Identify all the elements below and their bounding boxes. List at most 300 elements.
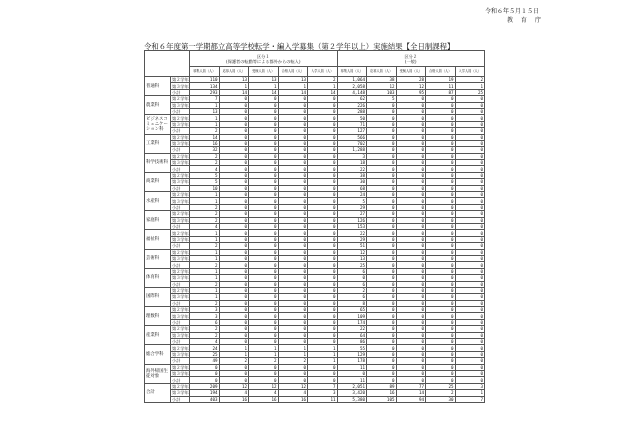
value-cell: 0 — [308, 332, 338, 338]
value-cell: 0 — [367, 223, 397, 229]
value-cell: 0 — [219, 147, 249, 153]
value-cell: 0 — [219, 230, 249, 236]
value-cell: 0 — [396, 172, 426, 178]
value-cell: 0 — [249, 230, 279, 236]
value-cell: 0 — [455, 262, 485, 268]
value-cell: 0 — [396, 358, 426, 364]
value-cell: 1 — [278, 351, 308, 357]
value-cell: 28 — [396, 77, 426, 83]
value-cell: 0 — [455, 153, 485, 159]
value-cell: 0 — [396, 332, 426, 338]
value-cell: 0 — [278, 192, 308, 198]
value-cell: 2 — [455, 77, 485, 83]
grade-label-cell: 小計 — [171, 262, 190, 268]
value-cell: 0 — [396, 268, 426, 274]
value-cell: 0 — [455, 160, 485, 166]
value-cell: 0 — [219, 160, 249, 166]
issuing-organization: 教 育 庁 — [507, 17, 544, 24]
value-cell: 0 — [278, 140, 308, 146]
value-cell: 0 — [219, 287, 249, 293]
value-cell: 0 — [426, 160, 456, 166]
grade-label-cell: 小計 — [171, 358, 190, 364]
value-cell: 1 — [190, 268, 220, 274]
document-date: 令和６年５月１５日 — [485, 8, 540, 15]
value-cell: 0 — [308, 236, 338, 242]
value-cell: 0 — [308, 172, 338, 178]
value-cell: 12 — [278, 383, 308, 389]
value-cell: 38 — [337, 172, 367, 178]
value-cell: 0 — [426, 230, 456, 236]
value-cell: 2 — [190, 211, 220, 217]
value-cell: 7 — [308, 383, 338, 389]
subject-cell: 体育科 — [145, 268, 171, 287]
value-cell: 0 — [396, 307, 426, 313]
value-cell: 0 — [219, 307, 249, 313]
value-cell: 71 — [337, 121, 367, 127]
value-cell: 0 — [249, 192, 279, 198]
value-cell: 0 — [455, 102, 485, 108]
value-cell: 0 — [249, 172, 279, 178]
value-cell: 4 — [190, 223, 220, 229]
value-cell: 0 — [308, 198, 338, 204]
value-cell: 0 — [367, 370, 397, 376]
value-cell: 0 — [426, 108, 456, 114]
value-cell: 0 — [219, 198, 249, 204]
column-header-row — [145, 67, 485, 77]
value-cell: 0 — [278, 313, 308, 319]
value-cell: 0 — [219, 255, 249, 261]
value-cell: 0 — [396, 300, 426, 306]
subject-cell: ビジネスコミュニケーション科 — [145, 115, 171, 134]
subject-cell: 合計 — [145, 383, 171, 402]
value-cell: 0 — [455, 281, 485, 287]
value-cell: 0 — [219, 313, 249, 319]
value-cell: 0 — [367, 198, 397, 204]
value-cell: 0 — [249, 147, 279, 153]
value-cell: 86 — [337, 339, 367, 345]
value-cell: 0 — [308, 211, 338, 217]
subject-cell: 水産科 — [145, 192, 171, 211]
value-cell: 0 — [308, 223, 338, 229]
value-cell: 0 — [249, 134, 279, 140]
value-cell: 0 — [455, 121, 485, 127]
value-cell: 0 — [426, 364, 456, 370]
column-header: 募集人員（人） — [190, 67, 220, 77]
value-cell: 14 — [219, 89, 249, 95]
value-cell: 1 — [249, 351, 279, 357]
grade-label-cell: 第２学年 — [172, 288, 189, 294]
value-cell: 566 — [337, 134, 367, 140]
value-cell: 0 — [249, 281, 279, 287]
value-cell: 0 — [278, 236, 308, 242]
value-cell: 0 — [426, 300, 456, 306]
value-cell: 0 — [426, 192, 456, 198]
value-cell: 0 — [367, 255, 397, 261]
value-cell: 2 — [278, 358, 308, 364]
value-cell: 3 — [337, 153, 367, 159]
grade-label-cell: 第２学年 — [172, 364, 189, 370]
value-cell: 0 — [308, 166, 338, 172]
value-cell: 403 — [190, 396, 220, 402]
value-cell: 0 — [367, 140, 397, 146]
subject-cell: 工業科 — [145, 134, 171, 153]
value-cell: 30 — [426, 396, 456, 402]
value-cell: 0 — [396, 198, 426, 204]
value-cell: 0 — [426, 115, 456, 121]
value-cell: 0 — [219, 172, 249, 178]
value-cell: 0 — [308, 96, 338, 102]
value-cell: 0 — [396, 364, 426, 370]
subject-cell: 普通科 — [145, 77, 171, 96]
value-cell: 1 — [308, 345, 338, 351]
value-cell: 0 — [367, 108, 397, 114]
value-cell: 0 — [367, 160, 397, 166]
value-cell: 0 — [426, 332, 456, 338]
value-cell: 0 — [219, 281, 249, 287]
grade-label-cell: 小計 — [171, 300, 190, 306]
value-cell: 27 — [337, 211, 367, 217]
value-cell: 0 — [308, 364, 338, 370]
value-cell: 0 — [278, 339, 308, 345]
value-cell: 2 — [219, 358, 249, 364]
value-cell: 0 — [455, 339, 485, 345]
value-cell: 0 — [219, 211, 249, 217]
value-cell: 0 — [249, 211, 279, 217]
value-cell: 25 — [426, 383, 456, 389]
value-cell: 0 — [367, 377, 397, 383]
grade-label-cell: 小計 — [171, 377, 190, 383]
value-cell: 0 — [455, 268, 485, 274]
column-header: 受検人員（人） — [396, 67, 426, 77]
grade-label-cell: 第３学年 — [172, 236, 189, 242]
value-cell: 7 — [190, 96, 220, 102]
subject-cell: 家庭科 — [145, 211, 171, 230]
value-cell: 13 — [249, 77, 279, 83]
value-cell: 0 — [308, 319, 338, 325]
value-cell: 0 — [426, 236, 456, 242]
grade-label-cell: 第２学年 — [172, 307, 189, 313]
value-cell: 2 — [337, 287, 367, 293]
value-cell: 0 — [426, 223, 456, 229]
value-cell: 0 — [278, 217, 308, 223]
value-cell: 0 — [249, 377, 279, 383]
value-cell: 702 — [337, 140, 367, 146]
value-cell: 0 — [455, 243, 485, 249]
value-cell: 0 — [278, 230, 308, 236]
value-cell: 29 — [337, 236, 367, 242]
value-cell: 0 — [308, 294, 338, 300]
value-cell: 0 — [455, 230, 485, 236]
value-cell: 0 — [426, 287, 456, 293]
value-cell: 0 — [426, 243, 456, 249]
value-cell: 0 — [426, 377, 456, 383]
value-cell: 0 — [249, 108, 279, 114]
value-cell: 0 — [219, 275, 249, 281]
value-cell: 8 — [337, 300, 367, 306]
subject-cell: 福祉科 — [145, 230, 171, 249]
value-cell: 0 — [278, 281, 308, 287]
value-cell: 0 — [367, 249, 397, 255]
value-cell: 0 — [308, 185, 338, 191]
value-cell: 0 — [219, 185, 249, 191]
value-cell: 22 — [337, 166, 367, 172]
value-cell: 0 — [396, 243, 426, 249]
grade-label-cell: 第３学年 — [172, 198, 189, 204]
value-cell: 2 — [426, 390, 456, 396]
value-cell: 0 — [278, 370, 308, 376]
value-cell: 0 — [455, 236, 485, 242]
value-cell: 25 — [190, 351, 220, 357]
value-cell: 0 — [455, 166, 485, 172]
value-cell: 11 — [337, 364, 367, 370]
value-cell: 0 — [278, 179, 308, 185]
value-cell: 1,064 — [337, 77, 367, 83]
value-cell: 0 — [308, 255, 338, 261]
value-cell: 0 — [219, 319, 249, 325]
value-cell: 0 — [426, 204, 456, 210]
value-cell: 0 — [426, 307, 456, 313]
value-cell: 0 — [308, 287, 338, 293]
value-cell: 0 — [278, 223, 308, 229]
grade-label-cell: 第３学年 — [172, 141, 189, 147]
value-cell: 0 — [367, 192, 397, 198]
value-cell: 2 — [190, 160, 220, 166]
subject-cell: 総合学科 — [145, 345, 171, 364]
column-header: 入学人員（人） — [455, 67, 485, 77]
value-cell: 2 — [190, 332, 220, 338]
value-cell: 0 — [190, 364, 220, 370]
value-cell: 127 — [337, 128, 367, 134]
value-cell: 0 — [396, 262, 426, 268]
value-cell: 194 — [190, 390, 220, 396]
value-cell: 0 — [455, 217, 485, 223]
value-cell: 0 — [308, 121, 338, 127]
value-cell: 0 — [367, 134, 397, 140]
value-cell: 0 — [278, 307, 308, 313]
value-cell: 0 — [249, 102, 279, 108]
value-cell: 0 — [426, 319, 456, 325]
value-cell: 0 — [249, 121, 279, 127]
value-cell: 0 — [249, 262, 279, 268]
value-cell: 0 — [396, 147, 426, 153]
value-cell: 0 — [308, 275, 338, 281]
value-cell: 0 — [278, 294, 308, 300]
value-cell: 0 — [249, 300, 279, 306]
value-cell: 0 — [455, 249, 485, 255]
value-cell: 0 — [367, 211, 397, 217]
grade-label-cell: 小計 — [171, 204, 190, 210]
value-cell: 1 — [190, 275, 220, 281]
value-cell: 0 — [396, 275, 426, 281]
value-cell: 0 — [337, 275, 367, 281]
value-cell: 0 — [455, 275, 485, 281]
value-cell: 64 — [337, 332, 367, 338]
grade-label-cell: 小計 — [171, 243, 190, 249]
grade-label-cell: 小計 — [171, 147, 190, 153]
value-cell: 11 — [308, 396, 338, 402]
value-cell: 0 — [455, 128, 485, 134]
grade-label-cell: 第３学年 — [172, 313, 189, 319]
value-cell: 129 — [337, 351, 367, 357]
value-cell: 0 — [367, 364, 397, 370]
value-cell: 2 — [249, 358, 279, 364]
value-cell: 0 — [367, 319, 397, 325]
value-cell: 0 — [455, 211, 485, 217]
grade-label-cell: 第３学年 — [172, 217, 189, 223]
value-cell: 0 — [455, 294, 485, 300]
value-cell: 0 — [426, 153, 456, 159]
value-cell: 0 — [367, 281, 397, 287]
grade-label-cell: 第３学年 — [172, 256, 189, 262]
value-cell: 65 — [337, 307, 367, 313]
value-cell: 13 — [337, 255, 367, 261]
value-cell: 0 — [455, 198, 485, 204]
column-header: 応募人員（人） — [219, 67, 249, 77]
value-cell: 1 — [190, 249, 220, 255]
grade-label-cell: 小計 — [171, 396, 190, 402]
value-cell: 0 — [396, 326, 426, 332]
value-cell: 0 — [219, 121, 249, 127]
value-cell: 0 — [219, 243, 249, 249]
value-cell: 0 — [396, 140, 426, 146]
value-cell: 0 — [308, 147, 338, 153]
value-cell: 0 — [426, 179, 456, 185]
value-cell: 62 — [337, 96, 367, 102]
group-1-title: 区分１ — [256, 53, 270, 59]
value-cell: 3,420 — [337, 390, 367, 396]
grade-label-cell: 第２学年 — [172, 192, 189, 198]
value-cell: 16 — [278, 396, 308, 402]
grade-label-cell: 第３学年 — [172, 294, 189, 300]
column-header: 応募人員（人） — [367, 67, 397, 77]
value-cell: 0 — [396, 108, 426, 114]
value-cell: 0 — [396, 339, 426, 345]
value-cell: 0 — [367, 179, 397, 185]
value-cell: 0 — [455, 377, 485, 383]
value-cell: 209 — [190, 383, 220, 389]
value-cell: 0 — [396, 255, 426, 261]
value-cell: 0 — [249, 255, 279, 261]
value-cell: 0 — [455, 307, 485, 313]
value-cell: 1 — [190, 230, 220, 236]
value-cell: 0 — [308, 134, 338, 140]
value-cell: 89 — [367, 383, 397, 389]
value-cell: 0 — [308, 370, 338, 376]
value-cell: 2 — [190, 300, 220, 306]
value-cell: 0 — [278, 249, 308, 255]
value-cell: 0 — [426, 370, 456, 376]
value-cell: 0 — [308, 268, 338, 274]
value-cell: 0 — [308, 262, 338, 268]
value-cell: 0 — [249, 268, 279, 274]
value-cell: 1 — [278, 345, 308, 351]
value-cell: 38 — [367, 77, 397, 83]
subject-cell: 農業科 — [145, 96, 171, 115]
value-cell: 0 — [367, 121, 397, 127]
value-cell: 6 — [337, 294, 367, 300]
value-cell: 0 — [278, 153, 308, 159]
value-cell: 0 — [455, 134, 485, 140]
grade-label-cell: 小計 — [171, 281, 190, 287]
value-cell: 0 — [367, 351, 397, 357]
value-cell: 95 — [396, 89, 426, 95]
value-cell: 1 — [249, 83, 279, 89]
value-cell: 12 — [219, 383, 249, 389]
value-cell: 109 — [337, 313, 367, 319]
value-cell: 30 — [337, 179, 367, 185]
grade-label-cell: 第２学年 — [172, 134, 189, 140]
value-cell: 0 — [249, 243, 279, 249]
value-cell: 0 — [249, 115, 279, 121]
value-cell: 0 — [367, 262, 397, 268]
value-cell: 68 — [337, 185, 367, 191]
grade-label-cell: 第３学年 — [172, 121, 189, 127]
value-cell: 0 — [219, 332, 249, 338]
value-cell: 226 — [337, 102, 367, 108]
value-cell: 14 — [249, 89, 279, 95]
value-cell: 0 — [249, 140, 279, 146]
value-cell: 0 — [308, 217, 338, 223]
value-cell: 0 — [455, 287, 485, 293]
value-cell: 0 — [308, 153, 338, 159]
value-cell: 0 — [219, 134, 249, 140]
value-cell: 12 — [249, 383, 279, 389]
value-cell: 0 — [219, 223, 249, 229]
value-cell: 0 — [426, 211, 456, 217]
grade-label-cell: 第３学年 — [172, 179, 189, 185]
value-cell: 12 — [367, 83, 397, 89]
value-cell: 0 — [426, 268, 456, 274]
value-cell: 0 — [426, 255, 456, 261]
value-cell: 0 — [249, 153, 279, 159]
value-cell: 0 — [278, 166, 308, 172]
value-cell: 0 — [367, 128, 397, 134]
value-cell: 0 — [455, 204, 485, 210]
value-cell: 3 — [190, 307, 220, 313]
value-cell: 0 — [455, 255, 485, 261]
value-cell: 0 — [219, 370, 249, 376]
value-cell: 2,051 — [337, 383, 367, 389]
value-cell: 0 — [455, 364, 485, 370]
value-cell: 0 — [219, 108, 249, 114]
value-cell: 14 — [278, 89, 308, 95]
group-header-1 — [190, 51, 338, 67]
value-cell: 0 — [455, 115, 485, 121]
value-cell: 0 — [278, 128, 308, 134]
value-cell: 0 — [249, 364, 279, 370]
value-cell: 5 — [190, 179, 220, 185]
value-cell: 0 — [308, 243, 338, 249]
value-cell: 0 — [426, 147, 456, 153]
value-cell: 0 — [219, 294, 249, 300]
value-cell: 0 — [249, 307, 279, 313]
value-cell: 0 — [426, 358, 456, 364]
value-cell: 0 — [396, 319, 426, 325]
value-cell: 0 — [396, 351, 426, 357]
value-cell: 0 — [249, 179, 279, 185]
value-cell: 2,058 — [337, 83, 367, 89]
value-cell: 4 — [190, 166, 220, 172]
value-cell: 0 — [396, 115, 426, 121]
value-cell: 0 — [308, 128, 338, 134]
grade-label-cell: 小計 — [171, 166, 190, 172]
value-cell: 1 — [190, 115, 220, 121]
value-cell: 0 — [396, 236, 426, 242]
value-cell: 0 — [308, 281, 338, 287]
value-cell: 0 — [396, 287, 426, 293]
value-cell: 4 — [219, 390, 249, 396]
subject-cell: 商業科 — [145, 172, 171, 191]
